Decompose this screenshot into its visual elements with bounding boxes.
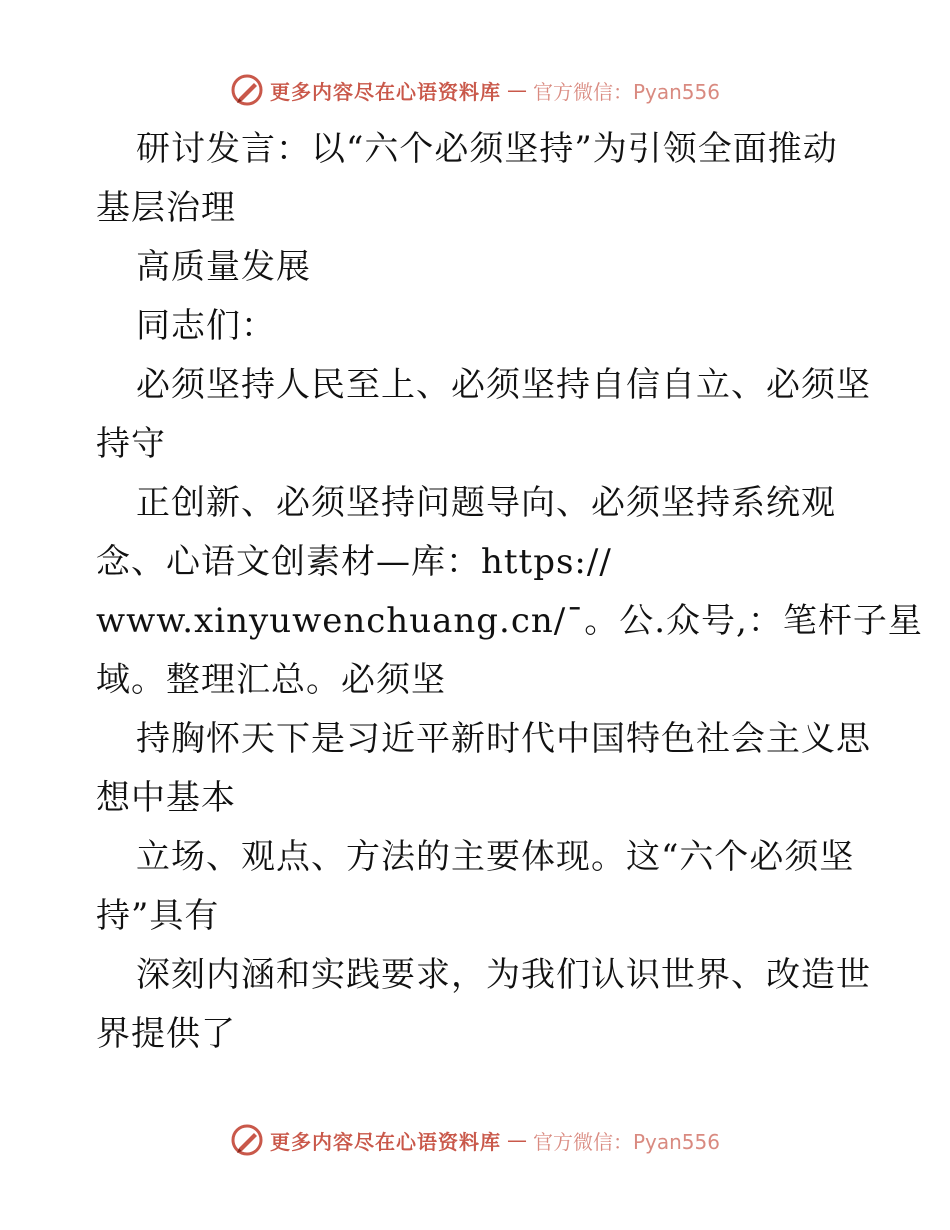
paragraph-line: 念、心语文创素材—库：https:// — [96, 542, 612, 582]
footer-watermark — [0, 1122, 950, 1158]
paragraph-line: 深刻内涵和实践要求，为我们认识世界、改造世 — [136, 955, 871, 995]
paragraph-line: 域。整理汇总。必须坚 — [96, 660, 446, 700]
paragraph-line: 立场、观点、方法的主要体现。这“六个必须坚 — [136, 837, 855, 877]
paragraph-line: 必须坚持人民至上、必须坚持自信自立、必须坚 — [136, 365, 871, 405]
paragraph-line: 正创新、必须坚持问题导向、必须坚持系统观 — [136, 483, 836, 523]
title-line-2: 基层治理 — [96, 188, 236, 228]
paragraph-line: 想中基本 — [96, 778, 236, 818]
salutation: 同志们： — [136, 306, 276, 346]
watermark-separator: — — [506, 1128, 527, 1152]
watermark-text: 更多内容尽在心语资料库 — [269, 1129, 501, 1154]
paragraph-line: www.xinyuwenchuang.cn/¯。公.众号,：笔杆子星 — [96, 601, 923, 641]
document-body — [96, 120, 923, 1064]
paragraph-line: 持守 — [96, 424, 166, 464]
pen-logo-icon — [230, 73, 264, 107]
watermark-text: 更多内容尽在心语资料库 — [269, 79, 501, 104]
paragraph-line: 持”具有 — [96, 896, 220, 936]
header-watermark — [0, 72, 950, 108]
watermark-wechat: 官方微信：Pyan556 — [532, 1129, 720, 1154]
pen-logo-icon — [230, 1123, 264, 1157]
paragraph-line: 界提供了 — [96, 1014, 236, 1054]
title-line-3: 高质量发展 — [136, 247, 311, 287]
watermark-separator: — — [506, 78, 527, 102]
watermark-wechat: 官方微信：Pyan556 — [532, 79, 720, 104]
title-line-1: 研讨发言：以“六个必须坚持”为引领全面推动 — [136, 129, 838, 169]
paragraph-line: 持胸怀天下是习近平新时代中国特色社会主义思 — [136, 719, 871, 759]
